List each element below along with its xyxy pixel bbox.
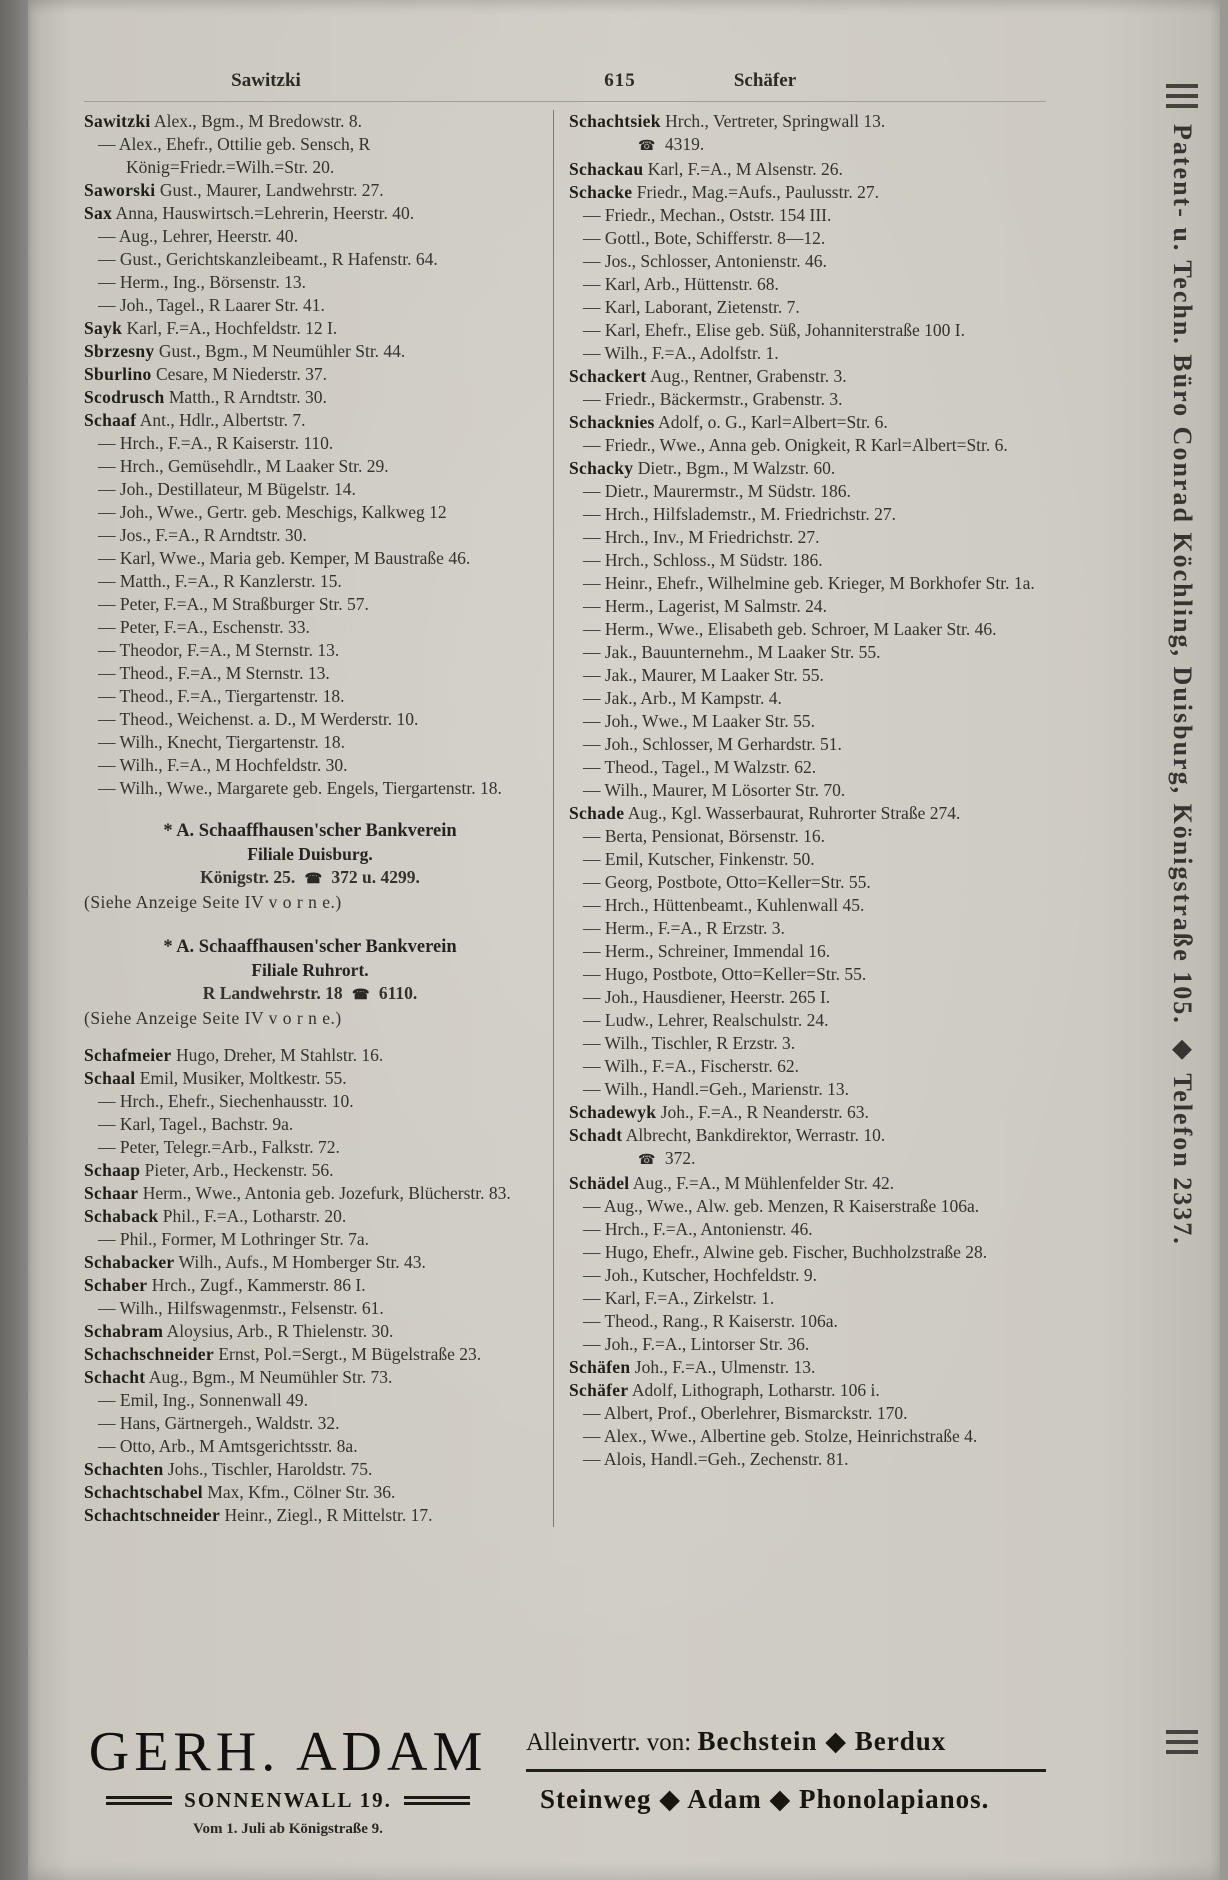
directory-entry-continuation: — Joh., Tagel., R Laarer Str. 41.	[98, 295, 325, 315]
entry-surname: Schachtsiek	[569, 111, 661, 131]
directory-entry: Schacht Aug., Bgm., M Neumühler Str. 73.	[84, 1367, 393, 1387]
phone-icon: ☎	[638, 1153, 656, 1168]
gerh-adam-ad	[84, 1722, 492, 1838]
directory-entry: Schaar Herm., Wwe., Antonia geb. Jozefurk, Blücherstr. 83.	[84, 1183, 511, 1203]
directory-entry: Schädel Aug., F.=A., M Mühlenfelder Str. 42.	[569, 1173, 895, 1193]
entry-surname: Schachtschneider	[84, 1505, 221, 1525]
directory-entry: Sax Anna, Hauswirtsch.=Lehrerin, Heerstr. 40.	[84, 203, 415, 223]
sidebar-rule-top	[1166, 84, 1198, 108]
directory-entry-continuation: — Joh., Destillateur, M Bügelstr. 14.	[98, 479, 356, 499]
spacer	[84, 1032, 536, 1044]
page-header	[28, 70, 1220, 96]
directory-entry-continuation: — Karl, Ehefr., Elise geb. Süß, Johanniterstraße 100 I.	[583, 320, 965, 340]
directory-entry-continuation: — Wilh., Wwe., Margarete geb. Engels, Tiergartenstr. 18.	[98, 778, 502, 798]
directory-entry-continuation: — Joh., F.=A., Lintorser Str. 36.	[583, 1334, 810, 1354]
directory-entry: Scodrusch Matth., R Arndtstr. 30.	[84, 387, 327, 407]
phone-icon: ☎	[304, 872, 323, 887]
directory-entry-continuation: — Peter, F.=A., M Straßburger Str. 57.	[98, 594, 369, 614]
directory-entry: Schacknies Adolf, o. G., Karl=Albert=Str. 6.	[569, 412, 888, 432]
directory-entry: Schaap Pieter, Arb., Heckenstr. 56.	[84, 1160, 334, 1180]
directory-entry: Schaber Hrch., Zugf., Kammerstr. 86 I.	[84, 1275, 366, 1295]
phone-number-line: ☎ 372.	[638, 1148, 696, 1168]
sidebar-ad-text: Patent- u. Techn. Büro Conrad Köchling, Duisburg, Königstraße 105. ◆ Telefon 2337.	[1168, 124, 1197, 1246]
directory-entry-continuation: — Ludw., Lehrer, Realschulstr. 24.	[583, 1010, 829, 1030]
directory-entry-continuation: — Joh., Wwe., Gertr. geb. Meschigs, Kalkweg 12	[98, 502, 447, 522]
directory-entry-continuation: — Hugo, Postbote, Otto=Keller=Str. 55.	[583, 964, 867, 984]
directory-entry-continuation: — Hrch., Schloss., M Südstr. 186.	[583, 550, 823, 570]
entry-surname: Schaber	[84, 1275, 148, 1295]
directory-entry-continuation: — Jos., Schlosser, Antonienstr. 46.	[583, 251, 827, 271]
directory-entry-continuation: — Peter, F.=A., Eschenstr. 33.	[98, 617, 310, 637]
directory-page	[28, 0, 1220, 1880]
see-advert-note: (Siehe Anzeige Seite IV v o r n e.)	[84, 1008, 342, 1028]
entry-surname: Schacht	[84, 1367, 146, 1387]
directory-entry: Schade Aug., Kgl. Wasserbaurat, Ruhrorter Straße 274.	[569, 803, 961, 823]
directory-entry-continuation: — Hrch., Hüttenbeamt., Kuhlenwall 45.	[583, 895, 865, 915]
entry-surname: Sax	[84, 203, 113, 223]
ad-address-row	[84, 1788, 492, 1813]
ad-address: SONNENWALL 19.	[184, 1788, 392, 1812]
directory-entry: Schaback Phil., F.=A., Lotharstr. 20.	[84, 1206, 347, 1226]
right-column	[569, 110, 1046, 1527]
directory-entry-continuation: — Hans, Gärtnergeh., Waldstr. 32.	[98, 1413, 340, 1433]
double-rule-right	[404, 1796, 470, 1805]
directory-entry-continuation: — Herm., Schreiner, Immendal 16.	[583, 941, 831, 961]
ad-brands-prefix: Alleinvertr. von:	[526, 1729, 698, 1756]
directory-entry-continuation: — Theod., Weichenst. a. D., M Werderstr. 10.	[98, 709, 419, 729]
entry-surname: Schabram	[84, 1321, 164, 1341]
directory-entry-continuation: — Wilh., Maurer, M Lösorter Str. 70.	[583, 780, 846, 800]
directory-entry: Schäfer Adolf, Lithograph, Lotharstr. 106 i.	[569, 1380, 880, 1400]
directory-entry: Schadewyk Joh., F.=A., R Neanderstr. 63.	[569, 1102, 869, 1122]
directory-entry: Schacky Dietr., Bgm., M Walzstr. 60.	[569, 458, 836, 478]
header-rule	[84, 101, 1046, 102]
directory-entry-continuation: — Alex., Wwe., Albertine geb. Stolze, Heinrichstraße 4.	[583, 1426, 978, 1446]
directory-entry-continuation: — Friedr., Mechan., Oststr. 154 III.	[583, 205, 832, 225]
bank-ad-heading: * A. Schaaffhausen'scher Bankverein	[163, 821, 457, 841]
directory-entry-continuation: — Karl, Laborant, Zietenstr. 7.	[583, 297, 800, 317]
spacer	[84, 800, 536, 812]
directory-entry-continuation: — Theod., F.=A., Tiergartenstr. 18.	[98, 686, 345, 706]
directory-entry-continuation: — Berta, Pensionat, Börsenstr. 16.	[583, 826, 826, 846]
directory-entry-continuation: — Alex., Ehefr., Ottilie geb. Sensch, R König=Friedr.=Wilh.=Str. 20.	[98, 134, 371, 177]
entry-surname: Schachten	[84, 1459, 164, 1479]
directory-entry: Schafmeier Hugo, Dreher, M Stahlstr. 16.	[84, 1045, 384, 1065]
directory-entry-continuation: — Hrch., F.=A., R Kaiserstr. 110.	[98, 433, 334, 453]
phone-number-line: ☎ 4319.	[638, 134, 705, 154]
directory-entry-continuation: — Joh., Schlosser, M Gerhardstr. 51.	[583, 734, 842, 754]
entry-surname: Schafmeier	[84, 1045, 172, 1065]
directory-entry-continuation: — Joh., Kutscher, Hochfeldstr. 9.	[583, 1265, 818, 1285]
entry-surname: Schadt	[569, 1125, 623, 1145]
header-keyword-left: Sawitzki	[231, 70, 301, 91]
directory-entry: Schabacker Wilh., Aufs., M Homberger Str. 43.	[84, 1252, 426, 1272]
directory-entry: Schachten Johs., Tischler, Haroldstr. 75.	[84, 1459, 373, 1479]
directory-entry-continuation: — Dietr., Maurermstr., M Südstr. 186.	[583, 481, 851, 501]
directory-entry-continuation: — Jak., Arb., M Kampstr. 4.	[583, 688, 782, 708]
entry-surname: Schade	[569, 803, 625, 823]
entry-surname: Schadewyk	[569, 1102, 657, 1122]
directory-entry-continuation: — Alois, Handl.=Geh., Zechenstr. 81.	[583, 1449, 849, 1469]
directory-entry: Schaaf Ant., Hdlr., Albertstr. 7.	[84, 410, 306, 430]
entry-surname: Scodrusch	[84, 387, 165, 407]
directory-entry-continuation: — Theod., Tagel., M Walzstr. 62.	[583, 757, 817, 777]
directory-entry-continuation: — Gottl., Bote, Schifferstr. 8—12.	[583, 228, 826, 248]
entry-surname: Schabacker	[84, 1252, 175, 1272]
ad-divider-rule	[526, 1769, 1046, 1772]
ad-brands-line	[526, 1726, 1046, 1757]
ad-company-name: GERH. ADAM	[88, 1721, 488, 1783]
directory-entry-continuation: — Hrch., Ehefr., Siechenhausstr. 10.	[98, 1091, 354, 1111]
directory-entry-continuation: — Jak., Maurer, M Laaker Str. 55.	[583, 665, 824, 685]
phone-icon: ☎	[351, 988, 370, 1003]
entry-surname: Schackert	[569, 366, 647, 386]
piano-brands-ad	[526, 1722, 1046, 1838]
directory-entry-continuation: — Herm., Ing., Börsenstr. 13.	[98, 272, 307, 292]
directory-entry-continuation: — Aug., Wwe., Alw. geb. Menzen, R Kaiserstraße 106a.	[583, 1196, 980, 1216]
directory-entry-continuation: — Herm., F.=A., R Erzstr. 3.	[583, 918, 785, 938]
entry-surname: Schacknies	[569, 412, 655, 432]
entry-surname: Sbrzesny	[84, 341, 155, 361]
entry-surname: Schachtschabel	[84, 1482, 203, 1502]
directory-entry-continuation: — Joh., Hausdiener, Heerstr. 265 I.	[583, 987, 831, 1007]
ad-move-note: Vom 1. Juli ab Königstraße 9.	[193, 1821, 383, 1837]
bottom-ads	[84, 1722, 1046, 1838]
entry-surname: Schaal	[84, 1068, 136, 1088]
directory-columns	[84, 110, 1046, 1527]
directory-entry: Schacke Friedr., Mag.=Aufs., Paulusstr. 27.	[569, 182, 879, 202]
column-divider	[553, 110, 554, 1527]
directory-entry: Sawitzki Alex., Bgm., M Bredowstr. 8.	[84, 111, 363, 131]
double-rule-left	[106, 1796, 172, 1805]
directory-entry: Schachtschneider Heinr., Ziegl., R Mittelstr. 17.	[84, 1505, 433, 1525]
directory-entry: Schackau Karl, F.=A., M Alsenstr. 26.	[569, 159, 843, 179]
directory-entry-continuation: — Aug., Lehrer, Heerstr. 40.	[98, 226, 299, 246]
directory-entry-continuation: — Theodor, F.=A., M Sternstr. 13.	[98, 640, 340, 660]
see-advert-note: (Siehe Anzeige Seite IV v o r n e.)	[84, 892, 342, 912]
entry-surname: Schaar	[84, 1183, 139, 1203]
directory-entry: Sayk Karl, F.=A., Hochfeldstr. 12 I.	[84, 318, 338, 338]
entry-surname: Schachschneider	[84, 1344, 214, 1364]
header-keyword-right: Schäfer	[733, 70, 797, 91]
directory-entry-continuation: — Emil, Ing., Sonnenwall 49.	[98, 1390, 308, 1410]
directory-entry-continuation: — Herm., Wwe., Elisabeth geb. Schroer, M Laaker Str. 46.	[583, 619, 997, 639]
koechling-sidebar-ad	[1154, 84, 1210, 1754]
entry-surname: Schäfen	[569, 1357, 631, 1377]
directory-entry-continuation: — Theod., F.=A., M Sternstr. 13.	[98, 663, 330, 683]
page-number: 615	[604, 70, 636, 91]
ad-products-line: Steinweg ◆ Adam ◆ Phonolapianos.	[540, 1784, 990, 1814]
entry-surname: Schaaf	[84, 410, 137, 430]
entry-surname: Schäfer	[569, 1380, 629, 1400]
directory-entry-continuation: — Wilh., Handl.=Geh., Marienstr. 13.	[583, 1079, 849, 1099]
directory-entry-continuation: — Jos., F.=A., R Arndtstr. 30.	[98, 525, 307, 545]
directory-entry-continuation: — Friedr., Bäckermstr., Grabenstr. 3.	[583, 389, 843, 409]
bank-ad-branch: Filiale Duisburg.	[247, 844, 373, 864]
entry-surname: Schackau	[569, 159, 644, 179]
directory-entry-continuation: — Emil, Kutscher, Finkenstr. 50.	[583, 849, 815, 869]
bank-ad-address: Königstr. 25. ☎ 372 u. 4299.	[200, 867, 420, 887]
directory-entry: Sbrzesny Gust., Bgm., M Neumühler Str. 44.	[84, 341, 406, 361]
bank-ad-address: R Landwehrstr. 18 ☎ 6110.	[202, 983, 418, 1003]
directory-entry-continuation: — Hrch., Hilfslademstr., M. Friedrichstr. 27.	[583, 504, 897, 524]
bank-ad-heading: * A. Schaaffhausen'scher Bankverein	[163, 937, 457, 957]
phone-icon: ☎	[638, 139, 656, 154]
directory-entry-continuation: — Karl, Tagel., Bachstr. 9a.	[98, 1114, 294, 1134]
directory-entry-continuation: — Hrch., Gemüsehdlr., M Laaker Str. 29.	[98, 456, 389, 476]
entry-surname: Schacky	[569, 458, 634, 478]
directory-entry-continuation: — Wilh., Knecht, Tiergartenstr. 18.	[98, 732, 346, 752]
directory-entry-continuation: — Heinr., Ehefr., Wilhelmine geb. Krieger, M Borkhofer Str. 1a.	[583, 573, 1035, 593]
directory-entry: Schackert Aug., Rentner, Grabenstr. 3.	[569, 366, 847, 386]
bank-ad-branch: Filiale Ruhrort.	[251, 960, 369, 980]
spacer	[84, 916, 536, 928]
directory-entry-continuation: — Karl, F.=A., Zirkelstr. 1.	[583, 1288, 775, 1308]
directory-entry-continuation: — Theod., Rang., R Kaiserstr. 106a.	[583, 1311, 838, 1331]
entry-surname: Sawitzki	[84, 111, 151, 131]
left-column	[84, 110, 536, 1527]
entry-surname: Sayk	[84, 318, 123, 338]
directory-entry: Schachschneider Ernst, Pol.=Sergt., M Bügelstraße 23.	[84, 1344, 482, 1364]
directory-entry: Schadt Albrecht, Bankdirektor, Werrastr. 10.	[569, 1125, 886, 1145]
directory-entry-continuation: — Hrch., Inv., M Friedrichstr. 27.	[583, 527, 820, 547]
directory-entry-continuation: — Herm., Lagerist, M Salmstr. 24.	[583, 596, 828, 616]
directory-entry-continuation: — Georg, Postbote, Otto=Keller=Str. 55.	[583, 872, 871, 892]
entry-surname: Schädel	[569, 1173, 630, 1193]
directory-entry-continuation: — Phil., Former, M Lothringer Str. 7a.	[98, 1229, 370, 1249]
directory-entry-continuation: — Otto, Arb., M Amtsgerichtsstr. 8a.	[98, 1436, 358, 1456]
directory-entry-continuation: — Gust., Gerichtskanzleibeamt., R Hafenstr. 64.	[98, 249, 438, 269]
directory-entry-continuation: — Hrch., F.=A., Antonienstr. 46.	[583, 1219, 813, 1239]
directory-entry: Schäfen Joh., F.=A., Ulmenstr. 13.	[569, 1357, 816, 1377]
directory-entry-continuation: — Wilh., F.=A., Fischerstr. 62.	[583, 1056, 799, 1076]
directory-entry: Schachtsiek Hrch., Vertreter, Springwall 13.	[569, 111, 886, 131]
directory-entry-continuation: — Wilh., Hilfswagenmstr., Felsenstr. 61.	[98, 1298, 384, 1318]
directory-entry: Schachtschabel Max, Kfm., Cölner Str. 36.	[84, 1482, 396, 1502]
directory-entry-continuation: — Wilh., F.=A., M Hochfeldstr. 30.	[98, 755, 348, 775]
entry-surname: Sburlino	[84, 364, 152, 384]
directory-entry-continuation: — Matth., F.=A., R Kanzlerstr. 15.	[98, 571, 342, 591]
directory-entry-continuation: — Karl, Arb., Hüttenstr. 68.	[583, 274, 779, 294]
directory-entry-continuation: — Karl, Wwe., Maria geb. Kemper, M Baustraße 46.	[98, 548, 471, 568]
directory-entry-continuation: — Joh., Wwe., M Laaker Str. 55.	[583, 711, 816, 731]
directory-entry: Sburlino Cesare, M Niederstr. 37.	[84, 364, 328, 384]
directory-entry-continuation: — Peter, Telegr.=Arb., Falkstr. 72.	[98, 1137, 340, 1157]
directory-entry-continuation: — Wilh., F.=A., Adolfstr. 1.	[583, 343, 779, 363]
entry-surname: Saworski	[84, 180, 156, 200]
directory-entry-continuation: — Friedr., Wwe., Anna geb. Onigkeit, R Karl=Albert=Str. 6.	[583, 435, 1008, 455]
directory-entry: Saworski Gust., Maurer, Landwehrstr. 27.	[84, 180, 384, 200]
ad-brand-names: Bechstein ◆ Berdux	[697, 1726, 947, 1756]
entry-surname: Schacke	[569, 182, 633, 202]
entry-surname: Schaap	[84, 1160, 141, 1180]
directory-entry-continuation: — Albert, Prof., Oberlehrer, Bismarckstr. 170.	[583, 1403, 908, 1423]
directory-entry: Schaal Emil, Musiker, Moltkestr. 55.	[84, 1068, 347, 1088]
directory-entry: Schabram Aloysius, Arb., R Thielenstr. 30.	[84, 1321, 394, 1341]
directory-entry-continuation: — Hugo, Ehefr., Alwine geb. Fischer, Buchholzstraße 28.	[583, 1242, 988, 1262]
sidebar-rule-bottom	[1166, 1730, 1198, 1754]
entry-surname: Schaback	[84, 1206, 159, 1226]
directory-entry-continuation: — Wilh., Tischler, R Erzstr. 3.	[583, 1033, 796, 1053]
directory-entry-continuation: — Jak., Bauunternehm., M Laaker Str. 55.	[583, 642, 881, 662]
